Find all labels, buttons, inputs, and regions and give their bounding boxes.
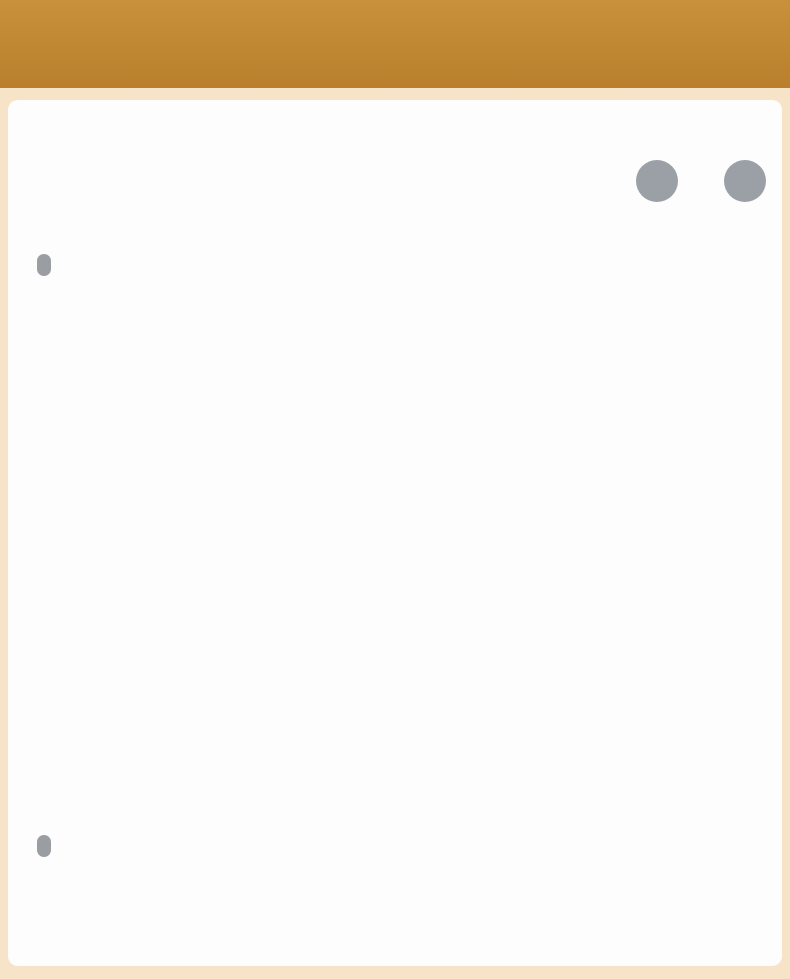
content-panel [8,100,782,966]
toc-heading-char-2 [724,160,766,202]
header-banner [0,0,790,88]
section-badge-extra [37,835,51,857]
toc-heading-char-1 [636,160,678,202]
scallop-border-bottom [0,950,790,979]
section-badge-in-class [37,254,51,276]
